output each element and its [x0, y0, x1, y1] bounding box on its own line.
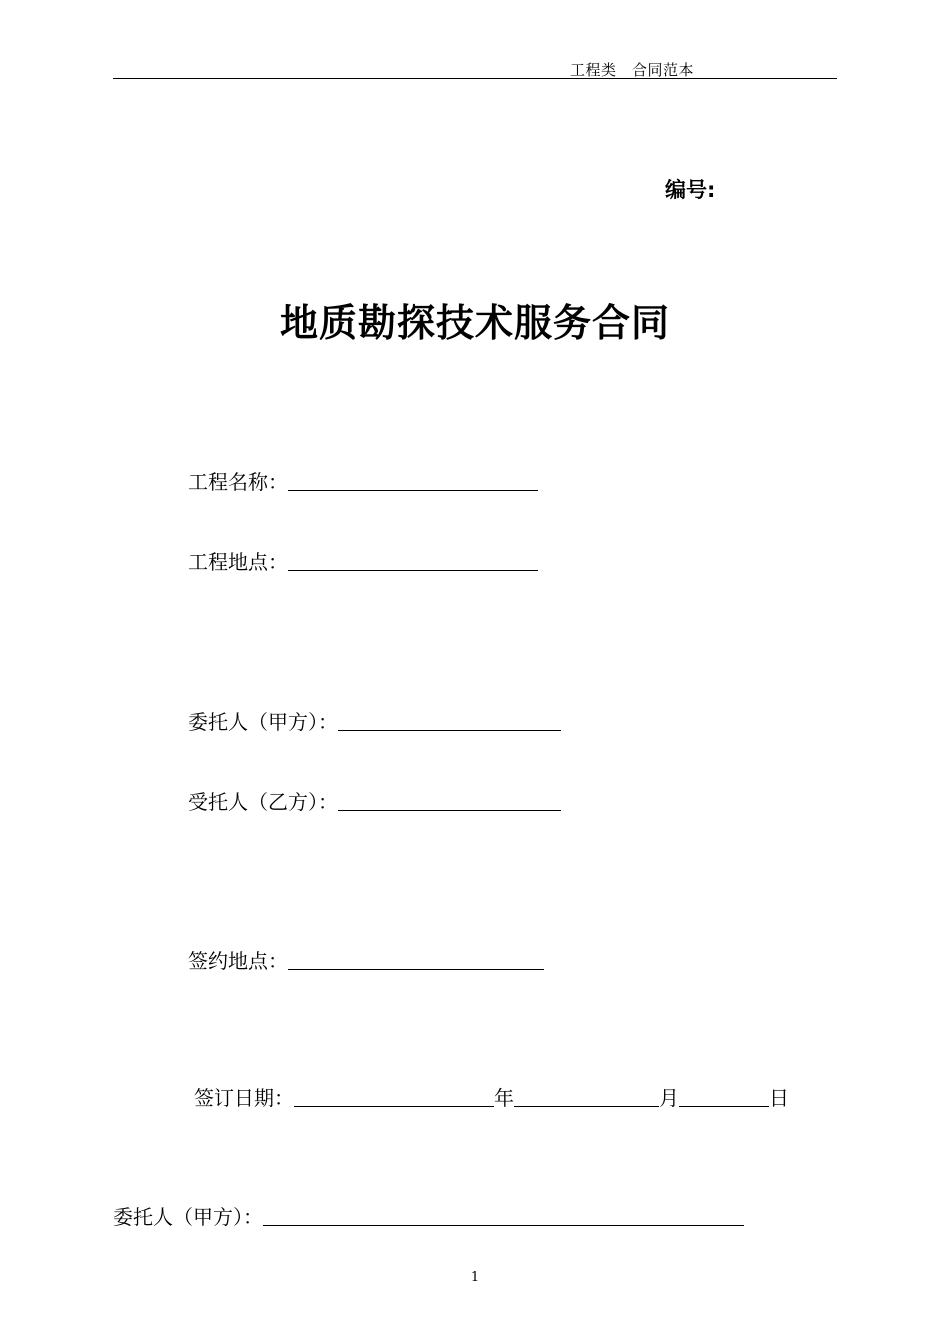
page-header: 工程类 合同范本 [570, 61, 695, 79]
header-rule [113, 78, 837, 79]
contractor-blank[interactable] [338, 809, 561, 811]
month-blank[interactable] [514, 1105, 659, 1107]
signing-place-label: 签约地点： [188, 949, 288, 973]
project-location-field [188, 546, 538, 575]
project-name-field [188, 466, 538, 495]
client-blank[interactable] [338, 729, 561, 731]
client-field [188, 706, 561, 735]
project-name-label: 工程名称： [188, 470, 288, 494]
year-label: 年 [494, 1086, 514, 1110]
month-label: 月 [659, 1086, 679, 1110]
signing-place-blank[interactable] [288, 968, 544, 970]
contractor-label: 受托人（乙方）： [188, 790, 338, 814]
day-label: 日 [769, 1086, 789, 1110]
contract-number-label: 编号: [665, 178, 716, 202]
signing-place-field [188, 945, 544, 974]
document-title: 地质勘探技术服务合同 [279, 301, 670, 345]
page-number: 1 [470, 1270, 480, 1285]
signing-date-field [194, 1082, 789, 1111]
project-location-label: 工程地点： [188, 550, 288, 574]
client-label: 委托人（甲方）： [188, 710, 338, 734]
footer-client-blank[interactable] [263, 1224, 744, 1226]
footer-client-field [113, 1201, 744, 1230]
footer-client-label: 委托人（甲方）： [113, 1205, 263, 1229]
contractor-field [188, 786, 561, 815]
signing-date-label: 签订日期： [194, 1086, 294, 1110]
project-location-blank[interactable] [288, 569, 538, 571]
year-blank[interactable] [294, 1105, 494, 1107]
day-blank[interactable] [679, 1105, 769, 1107]
project-name-blank[interactable] [288, 489, 538, 491]
